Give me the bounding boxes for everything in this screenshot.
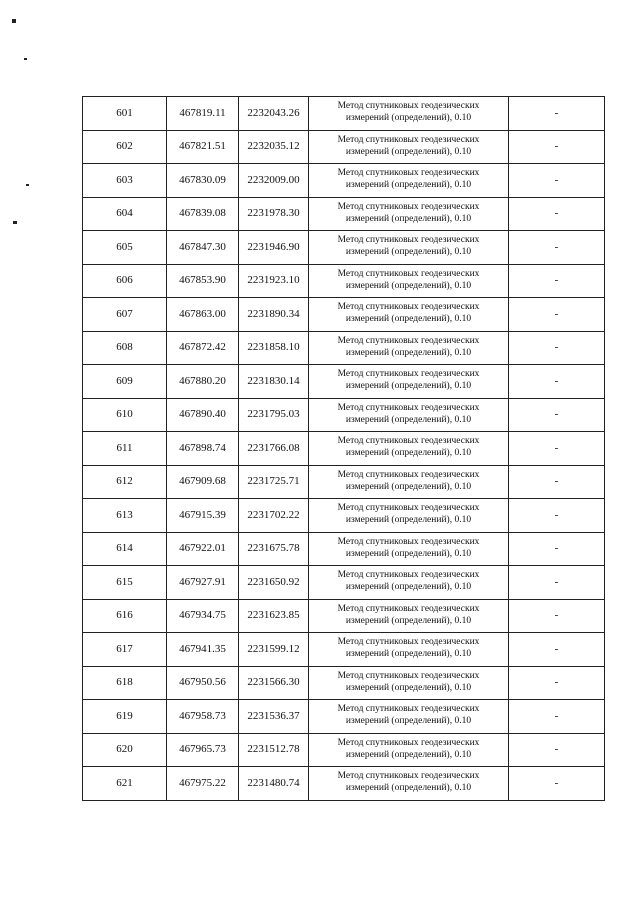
note-cell: - [509, 432, 605, 466]
method-line-1: Метод спутниковых геодезических [337, 335, 480, 346]
method-cell [309, 298, 509, 332]
x-coordinate-cell: 467927.91 [167, 566, 239, 600]
method-line-1: Метод спутниковых геодезических [337, 134, 480, 145]
table-row [83, 231, 605, 265]
method-cell [309, 231, 509, 265]
method-line-2: измерений (определений), 0.10 [345, 347, 472, 358]
method-cell [309, 666, 509, 700]
point-number-cell: 617 [83, 633, 167, 667]
method-cell [309, 465, 509, 499]
method-cell [309, 331, 509, 365]
note-cell: - [509, 398, 605, 432]
method-line-1: Метод спутниковых геодезических [337, 402, 480, 413]
method-cell [309, 767, 509, 801]
x-coordinate-cell: 467922.01 [167, 532, 239, 566]
x-coordinate-cell: 467863.00 [167, 298, 239, 332]
y-coordinate-cell: 2231795.03 [239, 398, 309, 432]
note-cell: - [509, 767, 605, 801]
method-line-2: измерений (определений), 0.10 [345, 649, 472, 660]
table-row [83, 130, 605, 164]
method-line-2: измерений (определений), 0.10 [345, 716, 472, 727]
point-number-cell: 604 [83, 197, 167, 231]
note-cell: - [509, 733, 605, 767]
y-coordinate-cell: 2231512.78 [239, 733, 309, 767]
x-coordinate-cell: 467958.73 [167, 700, 239, 734]
y-coordinate-cell: 2231923.10 [239, 264, 309, 298]
method-line-1: Метод спутниковых геодезических [337, 369, 480, 380]
y-coordinate-cell: 2232035.12 [239, 130, 309, 164]
method-cell [309, 532, 509, 566]
x-coordinate-cell: 467847.30 [167, 231, 239, 265]
method-cell [309, 398, 509, 432]
point-number-cell: 621 [83, 767, 167, 801]
table-row [83, 666, 605, 700]
method-line-2: измерений (определений), 0.10 [345, 314, 472, 325]
method-cell [309, 499, 509, 533]
method-line-2: измерений (определений), 0.10 [345, 749, 472, 760]
note-cell: - [509, 566, 605, 600]
x-coordinate-cell: 467880.20 [167, 365, 239, 399]
x-coordinate-cell: 467872.42 [167, 331, 239, 365]
point-number-cell: 616 [83, 599, 167, 633]
x-coordinate-cell: 467830.09 [167, 164, 239, 198]
method-line-1: Метод спутниковых геодезических [337, 737, 480, 748]
y-coordinate-cell: 2231978.30 [239, 197, 309, 231]
x-coordinate-cell: 467915.39 [167, 499, 239, 533]
note-cell: - [509, 331, 605, 365]
coordinates-table-body [83, 97, 605, 801]
note-cell: - [509, 700, 605, 734]
method-line-1: Метод спутниковых геодезических [337, 704, 480, 715]
y-coordinate-cell: 2231725.71 [239, 465, 309, 499]
x-coordinate-cell: 467821.51 [167, 130, 239, 164]
method-line-2: измерений (определений), 0.10 [345, 113, 472, 124]
method-line-1: Метод спутниковых геодезических [337, 168, 480, 179]
note-cell: - [509, 465, 605, 499]
y-coordinate-cell: 2231946.90 [239, 231, 309, 265]
method-cell [309, 566, 509, 600]
y-coordinate-cell: 2232043.26 [239, 97, 309, 131]
method-cell [309, 365, 509, 399]
method-line-1: Метод спутниковых геодезических [337, 201, 480, 212]
x-coordinate-cell: 467909.68 [167, 465, 239, 499]
y-coordinate-cell: 2231858.10 [239, 331, 309, 365]
method-line-1: Метод спутниковых геодезических [337, 670, 480, 681]
table-row [83, 767, 605, 801]
y-coordinate-cell: 2231675.78 [239, 532, 309, 566]
x-coordinate-cell: 467898.74 [167, 432, 239, 466]
point-number-cell: 606 [83, 264, 167, 298]
method-line-1: Метод спутниковых геодезических [337, 469, 480, 480]
point-number-cell: 618 [83, 666, 167, 700]
point-number-cell: 619 [83, 700, 167, 734]
table-row [83, 264, 605, 298]
method-line-1: Метод спутниковых геодезических [337, 637, 480, 648]
table-row [83, 432, 605, 466]
point-number-cell: 613 [83, 499, 167, 533]
point-number-cell: 603 [83, 164, 167, 198]
x-coordinate-cell: 467819.11 [167, 97, 239, 131]
table-row [83, 700, 605, 734]
note-cell: - [509, 365, 605, 399]
method-cell [309, 97, 509, 131]
note-cell: - [509, 164, 605, 198]
method-line-2: измерений (определений), 0.10 [345, 414, 472, 425]
x-coordinate-cell: 467950.56 [167, 666, 239, 700]
y-coordinate-cell: 2231830.14 [239, 365, 309, 399]
method-line-1: Метод спутниковых геодезических [337, 503, 480, 514]
method-line-1: Метод спутниковых геодезических [337, 302, 480, 313]
note-cell: - [509, 499, 605, 533]
method-line-2: измерений (определений), 0.10 [345, 783, 472, 794]
note-cell: - [509, 666, 605, 700]
method-cell [309, 633, 509, 667]
x-coordinate-cell: 467965.73 [167, 733, 239, 767]
method-line-2: измерений (определений), 0.10 [345, 682, 472, 693]
y-coordinate-cell: 2231890.34 [239, 298, 309, 332]
x-coordinate-cell: 467853.90 [167, 264, 239, 298]
y-coordinate-cell: 2232009.00 [239, 164, 309, 198]
method-line-1: Метод спутниковых геодезических [337, 436, 480, 447]
method-line-2: измерений (определений), 0.10 [345, 381, 472, 392]
point-number-cell: 607 [83, 298, 167, 332]
x-coordinate-cell: 467975.22 [167, 767, 239, 801]
method-line-2: измерений (определений), 0.10 [345, 247, 472, 258]
method-cell [309, 264, 509, 298]
method-cell [309, 733, 509, 767]
table-row [83, 164, 605, 198]
note-cell: - [509, 197, 605, 231]
point-number-cell: 620 [83, 733, 167, 767]
method-line-2: измерений (определений), 0.10 [345, 180, 472, 191]
scan-speck [26, 184, 29, 186]
method-line-2: измерений (определений), 0.10 [345, 280, 472, 291]
method-cell [309, 164, 509, 198]
scan-speck [12, 19, 16, 23]
note-cell: - [509, 599, 605, 633]
table-row [83, 499, 605, 533]
table-row [83, 465, 605, 499]
method-cell [309, 432, 509, 466]
method-line-2: измерений (определений), 0.10 [345, 481, 472, 492]
method-line-1: Метод спутниковых геодезических [337, 268, 480, 279]
y-coordinate-cell: 2231650.92 [239, 566, 309, 600]
method-cell [309, 700, 509, 734]
method-line-1: Метод спутниковых геодезических [337, 570, 480, 581]
note-cell: - [509, 633, 605, 667]
point-number-cell: 614 [83, 532, 167, 566]
table-row [83, 733, 605, 767]
table-row [83, 599, 605, 633]
coordinates-table [82, 96, 605, 801]
point-number-cell: 610 [83, 398, 167, 432]
y-coordinate-cell: 2231766.08 [239, 432, 309, 466]
method-line-1: Метод спутниковых геодезических [337, 235, 480, 246]
point-number-cell: 609 [83, 365, 167, 399]
method-line-1: Метод спутниковых геодезических [337, 603, 480, 614]
point-number-cell: 612 [83, 465, 167, 499]
table-row [83, 197, 605, 231]
method-line-2: измерений (определений), 0.10 [345, 448, 472, 459]
method-line-2: измерений (определений), 0.10 [345, 146, 472, 157]
x-coordinate-cell: 467934.75 [167, 599, 239, 633]
method-line-1: Метод спутниковых геодезических [337, 771, 480, 782]
point-number-cell: 611 [83, 432, 167, 466]
table-row [83, 532, 605, 566]
x-coordinate-cell: 467890.40 [167, 398, 239, 432]
note-cell: - [509, 97, 605, 131]
table-row [83, 398, 605, 432]
y-coordinate-cell: 2231566.30 [239, 666, 309, 700]
point-number-cell: 601 [83, 97, 167, 131]
point-number-cell: 608 [83, 331, 167, 365]
method-line-2: измерений (определений), 0.10 [345, 548, 472, 559]
method-line-2: измерений (определений), 0.10 [345, 582, 472, 593]
table-row [83, 97, 605, 131]
scan-speck [13, 221, 17, 224]
table-row [83, 365, 605, 399]
method-line-2: измерений (определений), 0.10 [345, 615, 472, 626]
note-cell: - [509, 231, 605, 265]
y-coordinate-cell: 2231480.74 [239, 767, 309, 801]
x-coordinate-cell: 467941.35 [167, 633, 239, 667]
note-cell: - [509, 130, 605, 164]
note-cell: - [509, 264, 605, 298]
point-number-cell: 615 [83, 566, 167, 600]
table-row [83, 298, 605, 332]
point-number-cell: 602 [83, 130, 167, 164]
table-row [83, 566, 605, 600]
x-coordinate-cell: 467839.08 [167, 197, 239, 231]
note-cell: - [509, 532, 605, 566]
method-line-2: измерений (определений), 0.10 [345, 515, 472, 526]
method-cell [309, 599, 509, 633]
y-coordinate-cell: 2231702.22 [239, 499, 309, 533]
note-cell: - [509, 298, 605, 332]
method-cell [309, 130, 509, 164]
table-row [83, 633, 605, 667]
y-coordinate-cell: 2231536.37 [239, 700, 309, 734]
point-number-cell: 605 [83, 231, 167, 265]
table-row [83, 331, 605, 365]
method-line-1: Метод спутниковых геодезических [337, 101, 480, 112]
method-line-2: измерений (определений), 0.10 [345, 213, 472, 224]
scan-speck [24, 58, 27, 60]
y-coordinate-cell: 2231623.85 [239, 599, 309, 633]
method-cell [309, 197, 509, 231]
y-coordinate-cell: 2231599.12 [239, 633, 309, 667]
method-line-1: Метод спутниковых геодезических [337, 536, 480, 547]
